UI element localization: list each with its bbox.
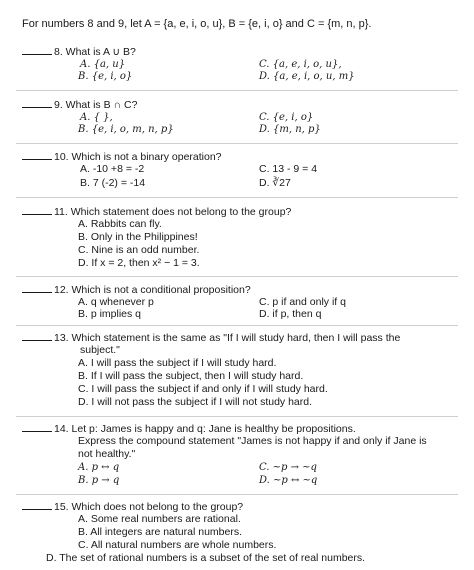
separator bbox=[16, 494, 458, 495]
separator bbox=[16, 325, 458, 326]
q9-option-b: B. {e, i, o, m, n, p} bbox=[78, 124, 174, 135]
q12-option-a: A. q whenever p bbox=[78, 296, 154, 308]
separator bbox=[16, 90, 458, 91]
question-13-stem: 13. Which statement is the same as "If I will study hard, then I will pass the bbox=[54, 332, 401, 344]
q13-option-a: A. I will pass the subject if I will study hard. bbox=[78, 357, 277, 369]
q10-option-d: D. ∛27 bbox=[259, 177, 291, 189]
question-15-stem: 15. Which does not belong to the group? bbox=[54, 501, 244, 513]
question-12-stem: 12. Which is not a conditional proposition? bbox=[54, 284, 251, 296]
question-8 bbox=[22, 45, 136, 59]
question-8-stem: 8. What is A ∪ B? bbox=[54, 46, 136, 58]
q11-option-d: D. If x = 2, then x² − 1 = 3. bbox=[78, 257, 200, 269]
q10-option-c: C. 13 - 9 = 4 bbox=[259, 163, 318, 175]
answer-blank-15[interactable] bbox=[22, 500, 52, 510]
question-14-stem-cont: Express the compound statement "James is not happy if and only if Jane is bbox=[78, 435, 427, 447]
q13-option-d: D. I will not pass the subject if I will not study hard. bbox=[78, 396, 313, 408]
question-9-stem: 9. What is B ∩ C? bbox=[54, 99, 138, 111]
q14-option-a: A. p ↔ q bbox=[78, 462, 120, 473]
question-14-stem-cont2: not healthy." bbox=[78, 448, 136, 460]
q9-option-c: C. {e, i, o} bbox=[259, 112, 314, 123]
q14-option-b: B. p → q bbox=[78, 475, 120, 486]
q10-option-a: A. -10 +8 = -2 bbox=[80, 163, 145, 175]
separator bbox=[16, 143, 458, 144]
set-definitions: For numbers 8 and 9, let A = {a, e, i, o, u}, B = {e, i, o} and C = {m, n, p}. bbox=[22, 18, 372, 30]
answer-blank-8[interactable] bbox=[22, 45, 52, 55]
answer-blank-10[interactable] bbox=[22, 150, 52, 160]
question-11-stem: 11. Which statement does not belong to the group? bbox=[54, 206, 292, 218]
question-10-stem: 10. Which is not a binary operation? bbox=[54, 151, 222, 163]
q15-option-d: D. The set of rational numbers is a subset of the set of real numbers. bbox=[46, 552, 366, 564]
q8-option-a: A. {a, u} bbox=[80, 59, 126, 70]
q9-option-a: A. { }, bbox=[80, 112, 113, 123]
q13-option-b: B. If I will pass the subject, then I will study hard. bbox=[78, 370, 304, 382]
question-14 bbox=[22, 422, 356, 436]
q14-option-c: C. ~p → ~q bbox=[259, 462, 317, 473]
q12-option-b: B. p implies q bbox=[78, 308, 142, 320]
q15-option-a: A. Some real numbers are rational. bbox=[78, 513, 241, 525]
question-14-stem: 14. Let p: James is happy and q: Jane is healthy be propositions. bbox=[54, 423, 356, 435]
separator bbox=[16, 197, 458, 198]
question-9 bbox=[22, 98, 137, 112]
q15-option-c: C. All natural numbers are whole numbers. bbox=[78, 539, 277, 551]
question-15 bbox=[22, 500, 243, 514]
answer-blank-12[interactable] bbox=[22, 283, 52, 293]
q8-option-c: C. {a, e, i, o, u}, bbox=[259, 59, 342, 70]
answer-blank-9[interactable] bbox=[22, 98, 52, 108]
q8-option-b: B. {e, i, o} bbox=[78, 71, 133, 82]
answer-blank-11[interactable] bbox=[22, 205, 52, 215]
q12-option-c: C. p if and only if q bbox=[259, 296, 346, 308]
separator bbox=[16, 416, 458, 417]
answer-blank-14[interactable] bbox=[22, 422, 52, 432]
q11-option-b: B. Only in the Philippines! bbox=[78, 231, 198, 243]
separator bbox=[16, 276, 458, 277]
q14-option-d: D. ~p ↔ ~q bbox=[259, 475, 318, 486]
q8-option-d: D. {a, e, i, o, u, m} bbox=[259, 71, 355, 82]
answer-blank-13[interactable] bbox=[22, 331, 52, 341]
q9-option-d: D. {m, n, p} bbox=[259, 124, 321, 135]
question-13-stem-cont: subject." bbox=[80, 344, 120, 356]
q10-option-b: B. 7 (-2) = -14 bbox=[80, 177, 146, 189]
q11-option-a: A. Rabbits can fly. bbox=[78, 218, 162, 230]
question-12 bbox=[22, 283, 251, 297]
question-13 bbox=[22, 331, 400, 345]
q15-option-b: B. All integers are natural numbers. bbox=[78, 526, 243, 538]
q13-option-c: C. I will pass the subject if and only if I will study hard. bbox=[78, 383, 328, 395]
q12-option-d: D. if p, then q bbox=[259, 308, 322, 320]
question-10 bbox=[22, 150, 222, 164]
question-11 bbox=[22, 205, 291, 219]
q11-option-c: C. Nine is an odd number. bbox=[78, 244, 200, 256]
